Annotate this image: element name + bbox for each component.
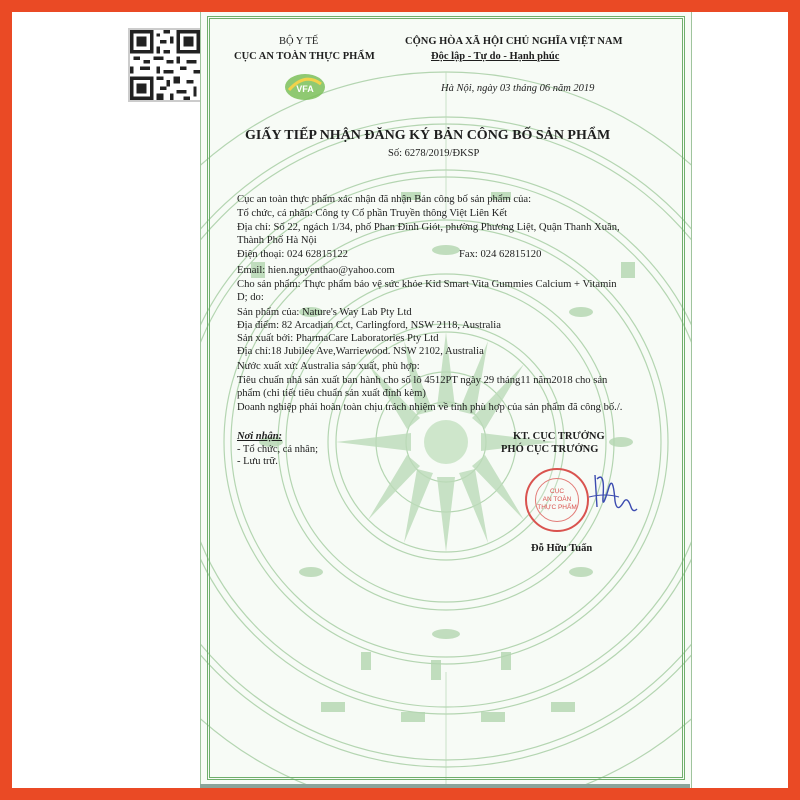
- handwritten-signature: [575, 467, 645, 525]
- product-line-1: Cho sản phẩm: Thực phẩm bảo vệ sức khỏe Kid Smart Vita Gummies Calcium + Vitamin: [237, 279, 617, 290]
- standard-line-1: Tiêu chuẩn nhà sản xuất ban hành cho số lô 4512PT ngày 29 tháng11 năm2018 cho sản: [237, 375, 608, 386]
- motto: Độc lập - Tự do - Hạnh phúc: [431, 51, 560, 62]
- document-bottom-edge: [200, 784, 690, 788]
- vfa-logo-icon: [283, 68, 327, 106]
- manufacturer-address: Địa chỉ:18 Jubilee Ave,Warriewood. NSW 2102, Australia: [237, 346, 484, 357]
- organization-line: Tổ chức, cá nhân: Công ty Cổ phần Truyền thông Việt Liên Kết: [237, 208, 508, 219]
- registration-number: Số: 6278/2019/ĐKSP: [388, 148, 480, 159]
- seal-text: THỰC PHẨM: [537, 504, 577, 511]
- product-line-2: D; do:: [237, 292, 264, 303]
- ministry-name: BỘ Y TẾ: [279, 36, 319, 47]
- made-by-line: Sản phẩm của: Nature's Way Lab Pty Ltd: [237, 307, 412, 318]
- country-name: CỘNG HÒA XÃ HỘI CHỦ NGHĨA VIỆT NAM: [405, 36, 623, 47]
- made-by-address: Địa điểm: 82 Arcadian Cct, Carlingford, NSW 2118, Australia: [237, 320, 501, 331]
- signatory-name: Đỗ Hữu Tuấn: [531, 543, 593, 554]
- seal-text: CỤC: [549, 488, 565, 495]
- origin-line: Nước xuất xứ: Australia sản xuất, phù hợp:: [237, 361, 420, 372]
- responsibility-line: Doanh nghiệp phải hoàn toàn chịu trách nhiệm về tính phù hợp của sản phẩm đã công bố./.: [237, 402, 623, 413]
- intro-line: Cục an toàn thực phẩm xác nhận đã nhận Bản công bố sản phẩm của:: [237, 194, 532, 205]
- signatory-title-1: KT. CỤC TRƯỞNG: [513, 431, 605, 442]
- page-title: GIẤY TIẾP NHẬN ĐĂNG KÝ BẢN CÔNG BỐ SẢN PHẨM: [245, 128, 611, 143]
- manufacturer-line: Sản xuất bởi: PharmaCare Laboratories Pty Ltd: [237, 333, 439, 344]
- address-line-1: Địa chỉ: Số 22, ngách 1/34, phố Phan Đình Giót, phường Phương Liệt, Quận Thanh Xuân,: [237, 222, 620, 233]
- recipient-item: - Lưu trữ.: [237, 456, 278, 467]
- signatory-title-2: PHÓ CỤC TRƯỞNG: [501, 444, 599, 455]
- department-name: CỤC AN TOÀN THỰC PHẨM: [234, 51, 375, 62]
- address-line-2: Thành Phố Hà Nội: [237, 235, 317, 246]
- email-line: Email: hien.nguyenthao@yahoo.com: [237, 265, 395, 276]
- phone-line: Điện thoại: 024 62815122: [237, 249, 348, 260]
- seal-text: AN TOÀN: [542, 496, 572, 503]
- qr-code: [128, 28, 202, 102]
- certificate-document: [200, 12, 692, 788]
- issue-date: Hà Nội, ngày 03 tháng 06 năm 2019: [441, 83, 595, 94]
- recipients-heading: Nơi nhận:: [237, 431, 283, 442]
- svg-text:VFA: VFA: [296, 84, 314, 94]
- standard-line-2: phẩm (chi tiết tiêu chuẩn sản xuất đính kèm): [237, 388, 426, 399]
- fax-line: Fax: 024 62815120: [459, 249, 542, 260]
- recipient-item: - Tổ chức, cá nhân;: [237, 444, 319, 455]
- photo-frame: [12, 12, 788, 788]
